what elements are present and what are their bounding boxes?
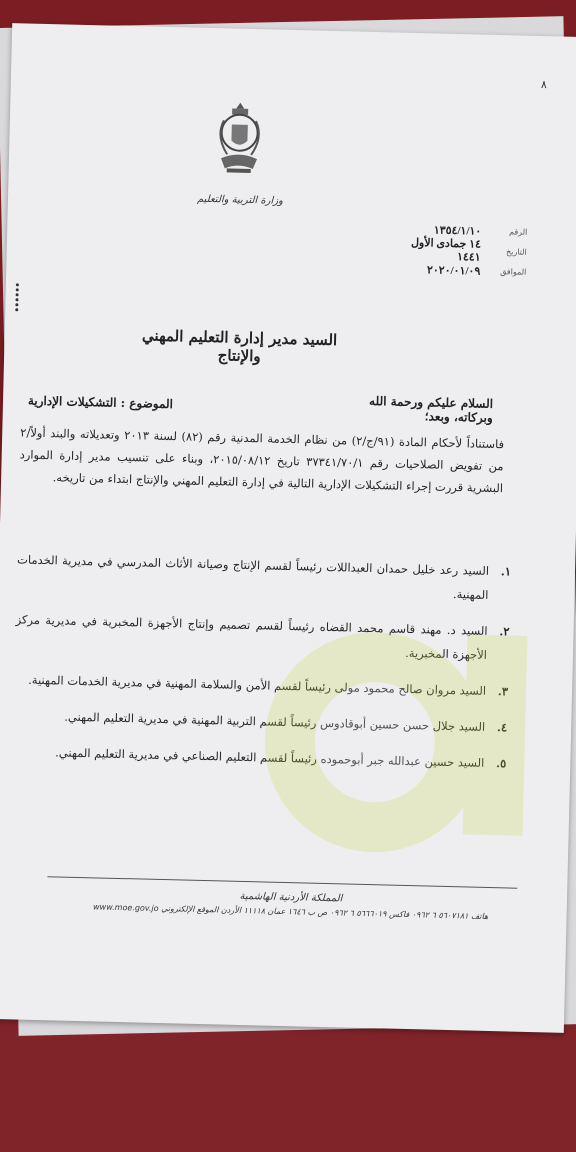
item-text: السيد رعد خليل حمدان العبداللات رئيساً لقسم الإنتاج وصيانة الأثاث المدرسي في مديرية الخدمات المهنية. [16, 552, 490, 602]
ministry-name: وزارة التربية والتعليم [196, 193, 284, 207]
letter-footer [71, 887, 511, 922]
list-item [12, 739, 506, 775]
date-label: التاريخ [505, 246, 527, 257]
item-number: ٥. [495, 756, 507, 771]
footer-contact: هاتف ٥٦٠٧١٨١ ٦ ٠٩٦٢ فاكس ٥٦٦٦٠١٩ ٦ ٠٩٦٢ ص ب ١٦٤٦ عمان ١١١١٨ الأردن الموقع الإلكتروني www.moe.gov.jo [92, 902, 489, 922]
addressee: السيد مدير إدارة التعليم المهني والإنتاج [141, 326, 338, 366]
footer-divider [47, 876, 517, 888]
list-item [16, 547, 511, 607]
list-item [15, 607, 510, 667]
footer-kingdom: المملكة الأردنية الهاشمية [239, 890, 343, 905]
item-number: ٣. [497, 684, 509, 699]
item-text: السيد جلال حسن حسين أبوقادوس رئيساً لقسم التربية المهنية في مديرية التعليم المهني. [64, 709, 486, 734]
subject-line: الموضوع : التشكيلات الإدارية [27, 393, 174, 412]
item-text: السيد حسين عبدالله جبر أبوحموده رئيساً لقسم التعليم الصناعي في مديرية التعليم المهني. [55, 745, 485, 770]
reference-block [396, 219, 527, 282]
item-number: ٢. [499, 624, 510, 639]
ref-label: الرقم [508, 226, 528, 237]
greeting: السلام عليكم ورحمة الله وبركاته، وبعد؛ [368, 393, 494, 425]
list-item [13, 703, 507, 739]
letter-body: فاستناداً لأحكام المادة (٩١/ج/٢) من نظام الخدمة المدنية رقم (٨٢) لسنة ٢٠١٣ وتعديلاته والبند أولاً/٢ من تفويض الصلاحيات رقم ٣٧٣٤١/٧٠/١ تاريخ ٢٠١٥/٠٨/١٢، وبناء على تنسيب مدير إدارة الموارد البشرية قررت إجراء التشكيلات الإدارية التالية في إدارة التعليم المهني والإنتاج ابتداء من تاريخه. [19, 425, 505, 496]
item-text: السيد مروان صالح محمود مولى رئيساً لقسم الأمن والسلامة المهنية في مديرية الخدمات المهنية. [28, 672, 487, 698]
item-number: ١. [500, 564, 512, 579]
list-item [14, 667, 508, 703]
page-number: ٨ [540, 78, 548, 92]
item-text: السيد د. مهند قاسم محمد القضاه رئيساً لقسم تصميم وإنتاج الأجهزة المخبرية في مديرية مركز الأجهزة المخبرية. [15, 612, 488, 662]
ref-value: ١٣٥٤/١/١٠ [433, 223, 482, 238]
punch-marks [11, 281, 34, 314]
hijri-date: ١٤ جمادى الأول ١٤٤١ [410, 236, 482, 264]
gregorian-date: ٢٠٢٠/٠١/٠٩ [426, 263, 481, 278]
coat-of-arms-emblem [209, 98, 271, 179]
letter-page [0, 23, 576, 1033]
item-number: ٤. [496, 720, 508, 735]
appointments-list [12, 547, 511, 787]
corresponding-label: الموافق [500, 266, 527, 277]
